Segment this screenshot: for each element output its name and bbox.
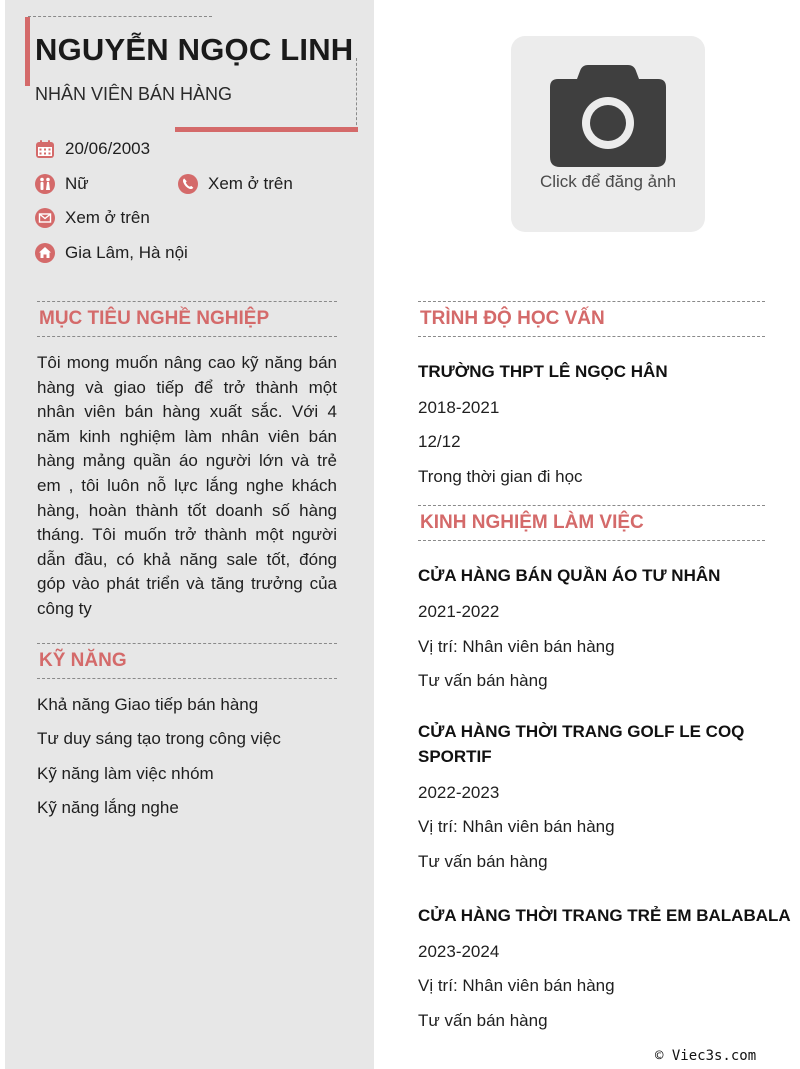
contact-email[interactable]	[35, 208, 150, 228]
birthday-value: 20/06/2003	[65, 139, 151, 158]
experience-heading-text: KINH NGHIỆM LÀM VIỆC	[420, 512, 644, 533]
job-period[interactable]: 2023-2024	[418, 942, 500, 961]
header-right-divider	[356, 58, 357, 130]
phone-icon	[178, 174, 198, 194]
job-task[interactable]: Tư vấn bán hàng	[418, 852, 548, 871]
job-position[interactable]: Vị trí: Nhân viên bán hàng	[418, 637, 615, 656]
job-position[interactable]: Vị trí: Nhân viên bán hàng	[418, 976, 615, 995]
job-period[interactable]: 2022-2023	[418, 783, 500, 802]
photo-upload[interactable]	[511, 36, 705, 232]
objective-heading	[37, 301, 337, 337]
job-task[interactable]: Tư vấn bán hàng	[418, 671, 548, 690]
header-accent-bar	[25, 17, 30, 86]
contact-address[interactable]	[35, 243, 188, 263]
header-bottom-accent	[175, 127, 358, 132]
address-value: Gia Lâm, Hà nội	[65, 243, 188, 262]
job-company[interactable]: CỬA HÀNG THỜI TRANG TRẺ EM BALABALA	[418, 906, 791, 925]
experience-heading	[418, 505, 765, 541]
skills-heading	[37, 643, 337, 679]
phone-value: Xem ở trên	[208, 174, 293, 193]
job-task[interactable]: Tư vấn bán hàng	[418, 1011, 548, 1030]
home-icon	[35, 243, 55, 263]
education-school[interactable]: TRƯỜNG THPT LÊ NGỌC HÂN	[418, 362, 668, 381]
job-period[interactable]: 2021-2022	[418, 602, 500, 621]
skill-item[interactable]: Tư duy sáng tạo trong công việc	[37, 729, 281, 748]
email-icon	[35, 208, 55, 228]
job-position[interactable]: Vị trí: Nhân viên bán hàng	[418, 817, 615, 836]
objective-heading-text: MỤC TIÊU NGHỀ NGHIỆP	[39, 308, 270, 329]
skill-item[interactable]: Kỹ năng làm việc nhóm	[37, 764, 214, 783]
job-title[interactable]: NHÂN VIÊN BÁN HÀNG	[35, 84, 233, 104]
full-name[interactable]: NGUYỄN NGỌC LINH	[35, 32, 354, 67]
job-company[interactable]: CỬA HÀNG BÁN QUẦN ÁO TƯ NHÂN	[418, 566, 721, 585]
education-heading-text: TRÌNH ĐỘ HỌC VẤN	[420, 308, 605, 329]
gender-icon	[35, 174, 55, 194]
header-top-divider	[28, 16, 212, 17]
education-grade[interactable]: 12/12	[418, 432, 461, 451]
education-period[interactable]: 2018-2021	[418, 398, 500, 417]
gender-value: Nữ	[65, 174, 89, 193]
camera-icon	[550, 65, 666, 167]
photo-upload-label: Click để đăng ảnh	[539, 172, 677, 191]
email-value: Xem ở trên	[65, 208, 150, 227]
copyright-notice: © Viec3s.com	[655, 1048, 757, 1064]
objective-text[interactable]: Tôi mong muốn nâng cao kỹ năng bán hàng và giao tiếp để trở thành một nhân viên bán hàng xuất sắc. Với 4 năm kinh nghiệm làm nhân viên bán hàng mảng quần áo người lớn và trẻ em , tôi luôn nỗ lực lắng nghe khách hàng, hoàn thành tốt doanh số hàng tháng. Tôi muốn trở thành một người dẫn đầu, có khả năng sale tốt, đóng góp vào phát triển và tăng trưởng của công ty	[37, 353, 337, 618]
education-heading	[418, 301, 765, 337]
contact-gender[interactable]	[35, 174, 89, 194]
skill-item[interactable]: Khả năng Giao tiếp bán hàng	[37, 695, 259, 714]
contact-phone[interactable]	[178, 174, 293, 194]
calendar-icon	[35, 139, 55, 159]
contact-birthday[interactable]	[35, 139, 150, 159]
education-note[interactable]: Trong thời gian đi học	[418, 467, 583, 486]
skills-heading-text: KỸ NĂNG	[39, 650, 127, 671]
skill-item[interactable]: Kỹ năng lắng nghe	[37, 798, 179, 817]
job-company[interactable]: CỬA HÀNG THỜI TRANG GOLF LE COQ SPORTIF	[418, 722, 745, 766]
